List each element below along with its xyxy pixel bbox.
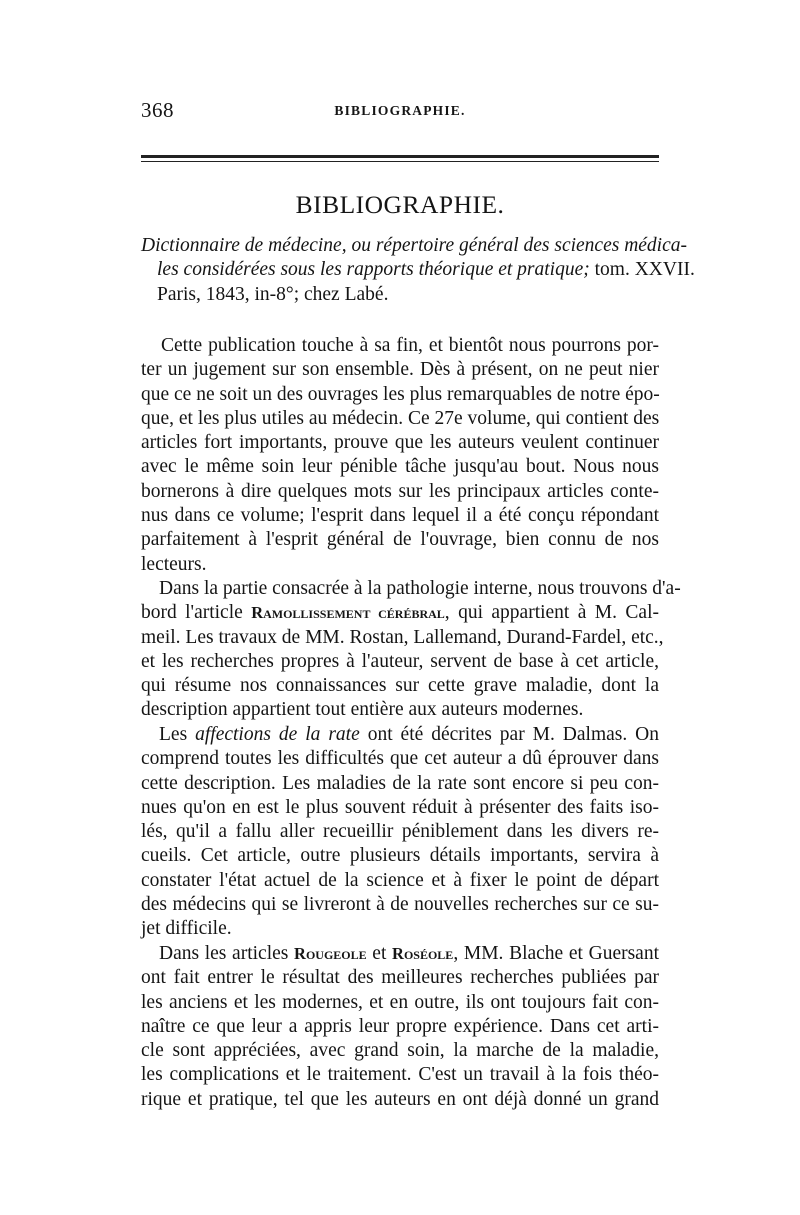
text-line: bornerons à dire quelques mots sur les principaux articles conte- bbox=[141, 480, 659, 502]
text-line: Cette publication touche à sa fin, et bientôt nous pourrons por- bbox=[161, 335, 659, 356]
paragraph-4 bbox=[141, 942, 659, 1112]
text-line: lecteurs. bbox=[141, 553, 207, 575]
article-title-small-caps: Rougeole bbox=[294, 944, 367, 963]
article-title-small-caps: Roséole bbox=[392, 944, 454, 963]
paragraph-3 bbox=[141, 723, 659, 942]
citation-line: Dictionnaire de médecine, ou répertoire général des sciences médica- bbox=[141, 235, 687, 256]
text-line: cle sont appréciées, avec grand soin, la marche de la maladie, bbox=[141, 1040, 659, 1062]
citation-line bbox=[141, 258, 695, 282]
text-line: qui résume nos connaissances sur cette grave maladie, dont la bbox=[141, 675, 659, 697]
header-rule-thick bbox=[141, 155, 659, 158]
text-run: bord l'article bbox=[141, 602, 252, 624]
article-title-italic: affections de la rate bbox=[195, 724, 360, 745]
text-line: rique et pratique, tel que les auteurs en ont déjà donné un grand bbox=[141, 1088, 659, 1110]
text-line: nues qu'on en est le plus souvent réduit à présenter des faits iso- bbox=[141, 796, 659, 818]
text-run: , MM. Blache et Guersant bbox=[453, 943, 659, 964]
text-line: que ce ne soit un des ouvrages les plus remarquables de notre épo- bbox=[141, 383, 660, 405]
running-head bbox=[141, 98, 659, 128]
paragraph-2 bbox=[141, 577, 681, 723]
text-line: cueils. Cet article, outre plusieurs détails importants, servira à bbox=[141, 845, 659, 867]
text-line: ont fait entrer le résultat des meilleures recherches publiées par bbox=[141, 967, 659, 989]
text-line bbox=[141, 723, 659, 747]
text-line: constater l'état actuel de la science et à fixer le point de départ bbox=[141, 869, 659, 891]
paragraph-1 bbox=[141, 334, 659, 577]
text-line: comprend toutes les difficultés que cet auteur a dû éprouver dans bbox=[141, 748, 659, 770]
text-line: des médecins qui se livreront à de nouvelles recherches sur ce su- bbox=[141, 894, 659, 916]
text-line: lés, qu'il a fallu aller recueillir péniblement dans les divers re- bbox=[141, 821, 659, 843]
section-title: BIBLIOGRAPHIE. bbox=[295, 190, 505, 219]
text-line: parfaitement à l'esprit général de l'ouvrage, bien connu de nos bbox=[141, 529, 659, 551]
text-line: jet difficile. bbox=[141, 918, 232, 940]
text-line bbox=[141, 601, 659, 625]
text-line: ter un jugement sur son ensemble. Dès à présent, on ne peut nier bbox=[141, 359, 659, 381]
article-title-small-caps: Ramollissement cérébral bbox=[251, 603, 445, 623]
text-run: ont été décrites par M. Dalmas. On bbox=[359, 724, 660, 745]
citation bbox=[141, 234, 695, 307]
text-line: meil. Les travaux de MM. Rostan, Lallemand, Durand-Fardel, etc., bbox=[141, 626, 664, 648]
citation-italic: les considérées sous les rapports théorique et pratique; bbox=[157, 259, 590, 281]
text-run: Dans les articles bbox=[159, 943, 295, 964]
text-line: les complications et le traitement. C'est un travail à la fois théo- bbox=[141, 1064, 659, 1086]
text-line: Dans la partie consacrée à la pathologie interne, nous trouvons d'a- bbox=[159, 578, 681, 599]
text-line: et les recherches propres à l'auteur, servent de base à cet article, bbox=[141, 650, 659, 672]
header-rule-thin bbox=[141, 161, 659, 162]
citation-roman: tom. XXVII. bbox=[589, 259, 695, 281]
text-line: cette description. Les maladies de la rate sont encore si peu con- bbox=[141, 772, 659, 794]
text-line: articles fort importants, prouve que les auteurs veulent continuer bbox=[141, 432, 659, 454]
text-line: nus dans ce volume; l'esprit dans lequel il a été conçu répondant bbox=[141, 505, 659, 527]
page-number: 368 bbox=[141, 98, 174, 122]
citation-line: Paris, 1843, in-8°; chez Labé. bbox=[157, 283, 389, 305]
text-line: naître ce que leur a appris leur propre expérience. Dans cet arti- bbox=[141, 1015, 659, 1037]
text-line: que, et les plus utiles au médecin. Ce 27e volume, qui contient des bbox=[141, 407, 660, 429]
text-run: Les bbox=[159, 724, 196, 745]
running-title: BIBLIOGRAPHIE. bbox=[334, 103, 466, 118]
text-line bbox=[141, 942, 659, 966]
text-line: les anciens et les modernes, et en outre, ils ont toujours fait con- bbox=[141, 991, 659, 1013]
text-run: et bbox=[366, 943, 393, 964]
text-line: description appartient tout entière aux auteurs modernes. bbox=[141, 699, 584, 721]
text-run: , qui appartient à M. Cal- bbox=[444, 602, 659, 624]
text-line: avec le même soin leur pénible tâche jusqu'au bout. Nous nous bbox=[141, 456, 659, 478]
